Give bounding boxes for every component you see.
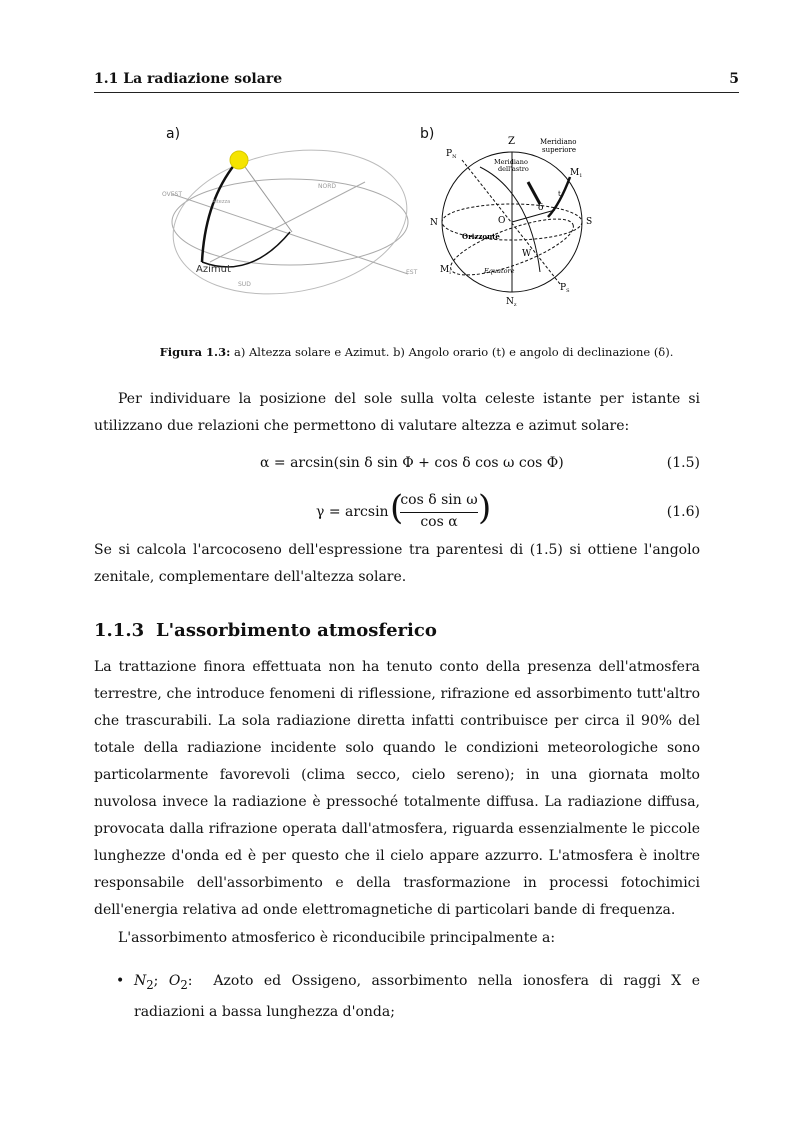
page-number: 5 [729, 71, 739, 87]
altitude-arc [202, 164, 235, 262]
east-west-axis [172, 194, 408, 274]
caption-text: a) Altezza solare e Azimut. b) Angolo orario (t) e angolo di declinazione (δ). [233, 345, 674, 359]
panel-a-label: a) [166, 126, 181, 142]
o-label: O [498, 216, 506, 226]
w-label: W [522, 249, 532, 259]
nord-label: NORD [318, 183, 336, 190]
paragraph-1: Per individuare la posizione del sole sulla volta celeste istante per istante si utilizzano due relazioni che permettono di valutare altezza e azimut solare: [94, 391, 700, 434]
meridiano-sup-label-1: Meridiano [540, 138, 577, 146]
hour-angle-arrow [528, 182, 540, 204]
meridiano-astro-label-2: dell'astro [498, 165, 529, 173]
equation-1-6-numerator: cos δ sin ω [400, 492, 478, 508]
figure-caption [94, 345, 739, 359]
orizzonte-label: Orizzonte [462, 232, 500, 241]
equatore-label: Equatore [484, 267, 515, 275]
list-item-text: $N_2$; $O_2$: Azoto ed Ossigeno, assorbimento nella ionosfera di raggi X e radiazioni a bassa lunghezza d'onda; [134, 973, 700, 1020]
equation-1-6-lhs: γ = arcsin [316, 504, 389, 520]
header-section-title: 1.1 La radiazione solare [94, 71, 283, 87]
est-label: EST [406, 269, 418, 276]
running-header [94, 70, 739, 93]
section-number: 1.1.3 [94, 620, 145, 641]
t-label: t [558, 190, 561, 198]
delta-label: δ [538, 203, 544, 213]
azimut-label: Azimut [196, 264, 231, 275]
meridiano-astro-label-1: Meridiano [494, 158, 528, 166]
right-paren: ) [478, 488, 492, 528]
pn-label: $P_N$ [446, 149, 457, 160]
m2-label: $M_i$ [440, 265, 451, 276]
bullet-dot: • [116, 973, 125, 989]
equation-1-6-number: (1.6) [666, 504, 700, 520]
polar-axis [462, 160, 560, 284]
panel-a-diagram [150, 122, 420, 317]
sud-label: SUD [238, 281, 251, 288]
paragraph-4: L'assorbimento atmosferico è riconducibile principalmente a: [118, 930, 556, 946]
ps-label: $P_S$ [560, 283, 570, 294]
z-label: Z [508, 136, 515, 147]
altezza-label: Altezza [212, 199, 231, 205]
meridiano-sup-label-2: superiore [542, 146, 577, 154]
s-label: S [586, 217, 593, 227]
left-paren: ( [390, 488, 404, 528]
caption-label: Figura 1.3: [159, 345, 231, 359]
section-heading [94, 620, 437, 641]
m1-label: $M_1$ [570, 168, 583, 179]
paragraph-3: La trattazione finora effettuata non ha tenuto conto della presenza dell'atmosfera terrestre, che introduce fenomeni di riflessione, rifrazione ed assorbimento tutt'altro che trascurabili. La sola radiazione diretta infatti contribuisce per circa il 90% del totale della radiazione incidente solo quando le condizioni meteorologiche sono particolarmente favorevoli (clima secco, cielo sereno); in una giornata molto nuvolosa invece la radiazione è pressoché totalmente diffusa. La radiazione diffusa, provocata dalla rifrazione operata dall'atmosfera, riguarda essenzialmente le piccole lunghezze d'onda ed è per questo che il cielo appare azzurro. L'atmosfera è inoltre responsabile dell'assorbimento e della trasformazione in processi fotochimici dell'energia relativa ad onde elettromagnetiche di particolari bande di frequenza. [94, 659, 700, 918]
figure-1-3 [150, 122, 600, 317]
equation-1-6-denominator: cos α [420, 514, 458, 530]
equation-1-5-number: (1.5) [666, 455, 700, 471]
north-south-axis [210, 182, 365, 262]
equation-1-6 [94, 488, 700, 534]
section-title: L'assorbimento atmosferico [156, 620, 437, 641]
n-label: N [430, 218, 438, 228]
panel-b-label: b) [420, 126, 435, 142]
ovest-label: OVEST [162, 191, 182, 198]
sun-icon [230, 151, 248, 169]
panel-b-diagram [420, 122, 600, 317]
equation-1-5 [94, 455, 700, 485]
nadir-label: $N_z$ [506, 297, 517, 308]
sky-arc [162, 133, 419, 312]
fraction-bar [400, 512, 478, 513]
sun-ray [240, 160, 292, 232]
equation-1-5-expression: α = arcsin(sin δ sin Φ + cos δ cos ω cos Φ) [260, 455, 564, 471]
paragraph-2: Se si calcola l'arcocoseno dell'espressione tra parentesi di (1.5) si ottiene l'angolo zenitale, complementare dell'altezza solare. [94, 542, 700, 585]
